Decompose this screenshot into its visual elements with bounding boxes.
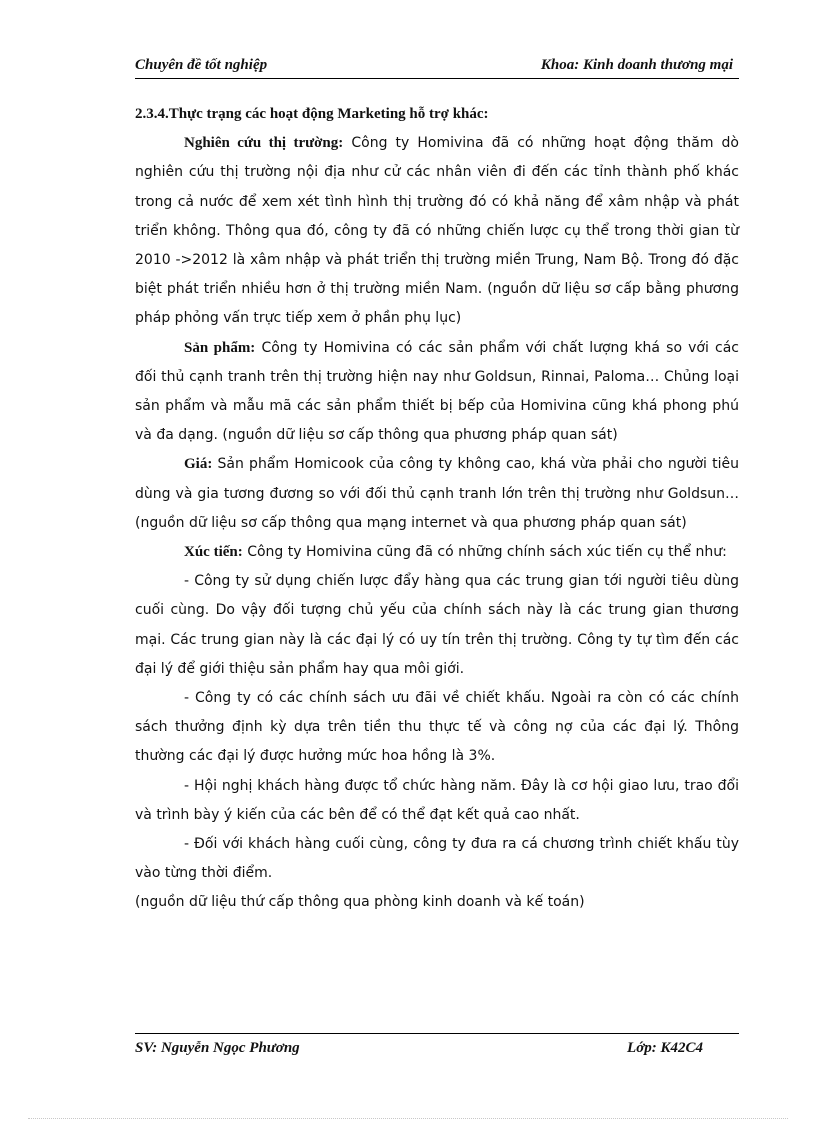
paragraph-text: Công ty Homivina đã có những hoạt động thăm dò nghiên cứu thị trường nội địa như cử các nhân viên đi đến các tỉnh thành phố khác trong cả nước để xem xét tình hình thị trường đó có khả năng để xâm nhập và phát triển không. Thông qua đó, công ty đã có những chiến lược cụ thể trong thời gian từ 2010 ->2012 là xâm nhập và phát triển thị trường miền Trung, Nam Bộ. Trong đó đặc biệt phát triển nhiều hơn ở thị trường miền Nam. (nguồn dữ liệu sơ cấp bằng phương pháp phỏng vấn trực tiếp xem ở phần phụ lục) bbox=[135, 135, 740, 327]
paragraph-promotion bbox=[135, 538, 739, 567]
page-header bbox=[135, 56, 739, 79]
paragraph-price bbox=[135, 450, 739, 538]
footer-student-name: SV: Nguyễn Ngọc Phương bbox=[135, 1040, 300, 1056]
paragraph-text: Công ty Homivina có các sản phẩm với chất lượng khá so với các đối thủ cạnh tranh trên thị trường hiện nay như Goldsun, Rinnai, Paloma… Chủng loại sản phẩm và mẫu mã các sản phẩm thiết bị bếp của Homivina cũng khá phong phú và đa dạng. (nguồn dữ liệu sơ cấp thông qua phương pháp quan sát) bbox=[135, 339, 740, 444]
list-item-push-strategy bbox=[135, 567, 739, 684]
paragraph-text: - Công ty sử dụng chiến lược đẩy hàng qua các trung gian tới người tiêu dùng cuối cùng. Do vậy đối tượng chủ yếu của chính sách này là các trung gian thương mại. Các trung gian này là các đại lý có uy tín trên thị trường. Công ty tự tìm đến các đại lý để giới thiệu sản phẩm hay qua môi giới. bbox=[135, 573, 739, 677]
list-item-discount-policy bbox=[135, 684, 739, 772]
page-body bbox=[135, 100, 739, 918]
page-footer bbox=[135, 1033, 739, 1058]
paragraph-text: - Đối với khách hàng cuối cùng, công ty đưa ra cá chương trình chiết khấu tùy vào từng thời điểm. bbox=[135, 836, 739, 882]
section-heading: 2.3.4.Thực trạng các hoạt động Marketing hỗ trợ khác: bbox=[135, 106, 489, 122]
paragraph-lead: Nghiên cứu thị trường: bbox=[184, 135, 344, 152]
list-item-customer-conference bbox=[135, 772, 739, 830]
paragraph-market-research bbox=[135, 129, 739, 333]
paragraph-lead: Sản phẩm: bbox=[184, 339, 256, 356]
paragraph-product bbox=[135, 334, 739, 451]
footer-class: Lớp: K42C4 bbox=[627, 1040, 703, 1056]
paragraph-text: - Công ty có các chính sách ưu đãi về chiết khấu. Ngoài ra còn có các chính sách thưởng định kỳ dựa trên tiền thu thực tế và công nợ của các đại lý. Thông thường các đại lý được hưởng mức hoa hồng là 3%. bbox=[135, 690, 739, 765]
paragraph-lead: Giá: bbox=[184, 456, 213, 473]
page-edge-divider bbox=[28, 1118, 788, 1119]
paragraph-text: Công ty Homivina cũng đã có những chính sách xúc tiến cụ thể như: bbox=[242, 544, 727, 561]
source-note: (nguồn dữ liệu thứ cấp thông qua phòng kinh doanh và kế toán) bbox=[135, 894, 585, 911]
list-item-end-customer bbox=[135, 830, 739, 888]
paragraph-text: Sản phẩm Homicook của công ty không cao, khá vừa phải cho người tiêu dùng và gia tương đương so với đối thủ cạnh tranh lớn trên thị trường như Goldsun…(nguồn dữ liệu sơ cấp thông qua mạng internet và qua phương pháp quan sát) bbox=[135, 456, 739, 531]
header-thesis-title: Chuyên đề tốt nghiệp bbox=[135, 57, 268, 73]
paragraph-text: - Hội nghị khách hàng được tổ chức hàng năm. Đây là cơ hội giao lưu, trao đổi và trình bày ý kiến của các bên để có thể đạt kết quả cao nhất. bbox=[135, 777, 739, 823]
header-faculty: Khoa: Kinh doanh thương mại bbox=[540, 57, 733, 73]
paragraph-lead: Xúc tiến: bbox=[184, 544, 243, 561]
